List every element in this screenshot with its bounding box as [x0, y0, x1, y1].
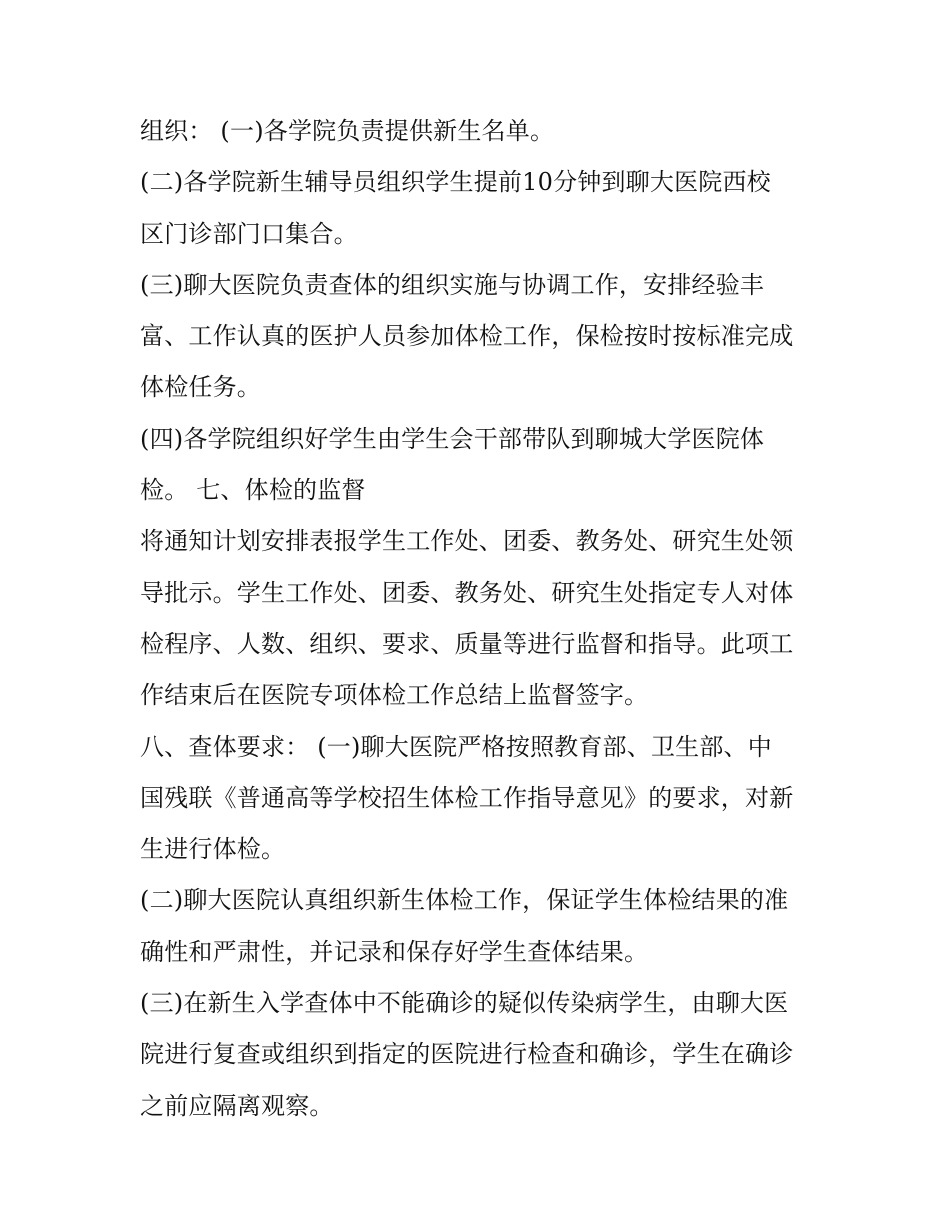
text-line: (三)在新生入学查体中不能确诊的疑似传染病学生，由聊大医: [140, 989, 789, 1018]
text-line: 富、工作认真的医护人员参加体检工作，保检按时按标准完成: [140, 322, 794, 351]
text-line: (二)各学院新生辅导员组织学生提前10分钟到聊大医院西校: [140, 168, 771, 197]
text-line: 检。 七、体检的监督: [140, 476, 366, 505]
text-line: 检程序、人数、组织、要求、质量等进行监督和指导。此项工: [140, 629, 794, 658]
text-line: 确性和严肃性，并记录和保存好学生查体结果。: [140, 937, 649, 966]
text-line: 导批示。学生工作处、团委、教务处、研究生处指定专人对体: [140, 578, 794, 607]
text-line: 之前应隔离观察。: [140, 1091, 334, 1120]
text-line: (四)各学院组织好学生由学生会干部带队到聊城大学医院体: [140, 424, 765, 453]
text-line: (三)聊大医院负责查体的组织实施与协调工作，安排经验丰: [140, 270, 765, 299]
body-text: [140, 106, 820, 1132]
text-line: 八、查体要求： (一)聊大医院严格按照教育部、卫生部、中: [140, 732, 772, 761]
text-line: 将通知计划安排表报学生工作处、团委、教务处、研究生处领: [140, 527, 794, 556]
text-line: 组织： (一)各学院负责提供新生名单。: [140, 117, 555, 145]
text-line: 生进行体检。: [140, 835, 286, 864]
text-line: 区门诊部门口集合。: [140, 219, 358, 248]
text-line: 体检任务。: [140, 373, 261, 402]
text-line: (二)聊大医院认真组织新生体检工作，保证学生体检结果的准: [140, 886, 789, 915]
text-line: 国残联《普通高等学校招生体检工作指导意见》的要求，对新: [140, 783, 794, 812]
text-line: 院进行复查或组织到指定的医院进行检查和确诊，学生在确诊: [140, 1040, 794, 1069]
text-line: 作结束后在医院专项体检工作总结上监督签字。: [140, 681, 649, 710]
